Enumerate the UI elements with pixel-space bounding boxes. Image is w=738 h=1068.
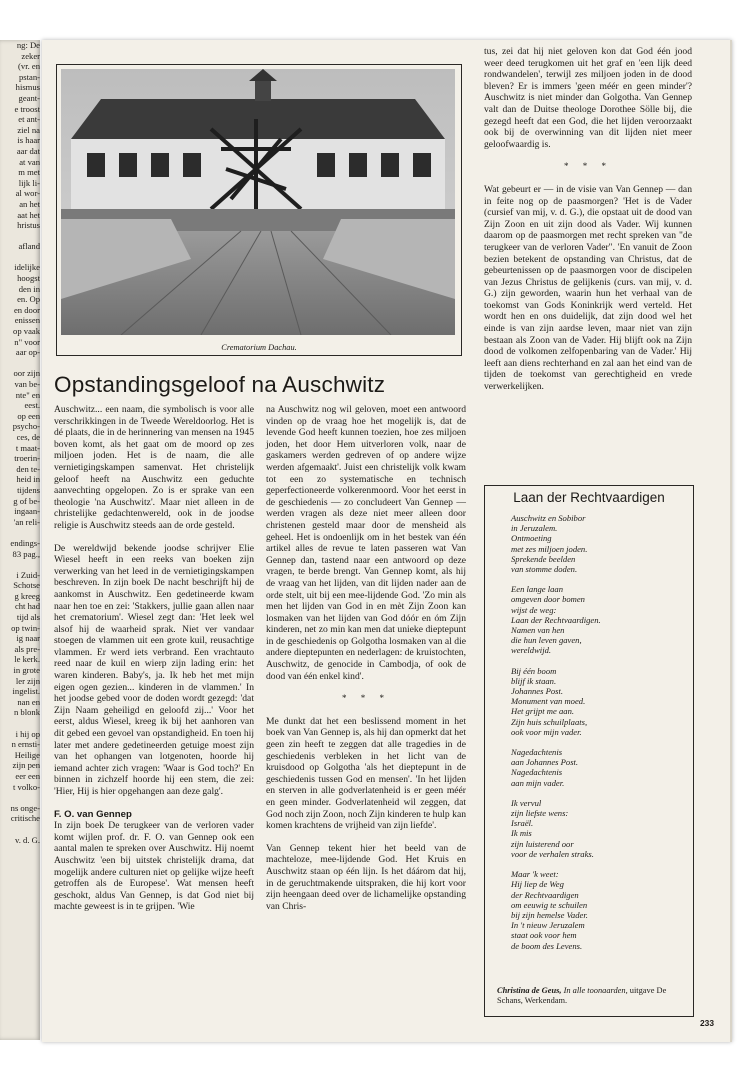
previous-page-line: van be- — [14, 379, 40, 389]
poem-line: Israël. — [511, 818, 534, 829]
poem-line: voor de verhalen straks. — [511, 848, 594, 859]
previous-page-line: e troost — [14, 103, 40, 114]
crematorium-illustration — [61, 69, 455, 335]
previous-page-line: en. Op — [17, 294, 40, 305]
magazine-page — [42, 40, 732, 1042]
poem-credit — [497, 986, 685, 1006]
previous-page-line: at van — [19, 156, 40, 167]
previous-page-line: g kreeg — [14, 590, 40, 601]
previous-page-line: n" voor — [14, 336, 40, 347]
previous-page-line: op vaak — [13, 326, 40, 337]
previous-page-line: aat het — [17, 209, 40, 220]
previous-page-line: aar op- — [15, 347, 40, 358]
paragraph: De wereldwijd bekende joodse schrijver Elie Wiesel heeft in een reeks van boeken zijn verwerking van het leed in de vernietigingskampen beschreven. In zijn boek De nacht beschrijft hij de aankomst in Auschwitz. Een gedetineerde kwam naar hen toe en zei: 'Stakkers, jullie gaan allen naar het crematorium'. Wiesel zegt dan: 'Het leek wel alsof hij de waarheid sprak. Niet ver vandaar stoegen de vlammen uit een grote kuil, reusachtige vlammen. Er werd iets verbrand. Een vrachtauto reed naar de kuil en wierp zijn lading erin: het waren kinderen. Baby's, ja. Ik heb het met mijn eigen ogen gezien... kinderen in de vlammen.' In het joodse gebed voor de doden wordt gezegd: 'dat Zijn Naam geheiligd en geloofd zij...' Voor het eerst, aldus Wiesel, kreeg ik bij het aanhoren van dit gebed een gevoel van opstandigheid. En toen hij later met andere gedetineerden getuige moest zijn van het ophangen van lotgenoten, hoorde hij iemand achter zich vragen: 'Waar is God toch?' En binnen in zichzelf hoorde hij een stem, die zei: 'Hier, Hij is hier opgehangen aan deze galg'. — [54, 542, 254, 797]
poem-line: om eeuwig te schuilen — [511, 899, 588, 910]
previous-page-line: enissen — [14, 315, 40, 326]
poem-line: met zes miljoen joden. — [511, 543, 588, 554]
paragraph: Wat gebeurt er — in de visie van Van Gennep — dan in feite nog op de paasmorgen? 'Het is de Vader (cursief van mij, v. d. G.), die opstaat uit de dood van Zijn Zoon en uit zijn dood als Vader. Wij kunnen daarom op de paasmorgen met recht spreken van "de terugkeer van de verloren Vader". 'En vanuit de Zoon bezien betekent de opstanding van Christus, dat de gebeurtenissen op de paasmorgen voor de discipelen van Jezus Christus de gelijkenis (curs. van mij, v. d. G.) zijn geworden, waarin hun het verhaal van de toekomst van Gods Koninkrijk werd verteld. Het wordt hen en ons duidelijk, dat zijn dood wel het einde is van zijn aardse leven, maar niet van zijn bestaan als Zoon van de Vader. Hij blijft ook na Zijn dood de volkomen zelfopenbaring van de Vader.' Hij leeft aan diens rechterhand en zal aan het eind van de tijden de toekomst van gerechtigheid en vrede verwerkelijken. — [484, 183, 692, 393]
previous-page-edge — [0, 40, 40, 1040]
paragraph: In zijn boek De terugkeer van de verloren vader komt wijlen prof. dr. F. O. van Gennep ook een aantal malen te spreken over Auschwitz. Hij noemt Auschwitz 'een bij uitstek christelijk drama, dat mogelijk andere culturen niet op gelijke wijze heeft getroffen als de Europese'. Wat mensen heeft geschokt, aldus Van Gennep, is dat God niet bij machte geweest is in te grijpen. 'Wie — [54, 820, 254, 913]
previous-page-line: endings- — [10, 537, 40, 548]
previous-page-line: nte" en — [15, 389, 40, 400]
paragraph: Auschwitz... een naam, die symbolisch is voor alle verschrikkingen in de Tweede Wereldoorlog. Het is dé plaats, die in de herinnering van mensen na 1945 boven komt, als het gaat om de moord op zes miljoen joden. Het is de naam, die alle vernietigingskampen samenvat. Het christelijk geloof heeft na Auschwitz een geduchte aanvechting opgelopen. Zo is er sprake van een theologie 'na Auschwitz'. Maar niet alleen in de christelijke gedachtenwereld, ook in de joodse religie is Auschwitz steeds aan de orde gesteld. — [54, 404, 254, 531]
poem-publisher: uitgave De Schans, Werkendam. — [497, 985, 667, 1005]
previous-page-line — [0, 792, 40, 803]
poem-line: zijn liefste wens: — [511, 808, 569, 819]
column-3 — [484, 46, 692, 393]
poem-line: Zijn huis schuilplaats, — [511, 716, 588, 727]
poem-line: In 't nieuw Jeruzalem — [511, 920, 585, 931]
previous-page-line: tijdens — [17, 484, 40, 495]
poem-line: Ik vervul — [511, 797, 542, 808]
poem-line: Een lange laan — [511, 584, 564, 595]
poem-line: zijn luisterend oor — [511, 838, 574, 849]
previous-page-line — [0, 824, 40, 835]
section-divider: * * * — [342, 693, 390, 704]
poem-line: bij zijn hemelse Vader. — [511, 909, 588, 920]
section-subhead: F. O. van Gennep — [54, 808, 132, 820]
poem-line: Johannes Post. — [511, 686, 564, 697]
poem-line: Ik mis — [511, 828, 532, 839]
previous-page-line: cht had — [14, 601, 40, 612]
previous-page-line: op twin- — [11, 622, 40, 633]
poem-line: Laan der Rechtvaardigen. — [511, 614, 601, 625]
previous-page-line: Heilige — [14, 749, 40, 760]
previous-page-line: eer een — [15, 770, 40, 781]
previous-page-line: t volko- — [13, 781, 40, 792]
previous-page-line: i Zuid- — [16, 569, 40, 580]
previous-page-line: nan en — [17, 696, 40, 707]
poem-author: Christina de Geus, — [497, 985, 562, 995]
previous-page-line: pstan- — [18, 71, 40, 82]
previous-page-line: ziel na — [17, 124, 40, 135]
previous-page-line: geant- — [18, 92, 40, 103]
paragraph: na Auschwitz nog wil geloven, moet een antwoord vinden op de vraag hoe het mogelijk is, dat de levende God heeft kunnen toezien, hoe zes miljoen joden, het door Hem uitverloren volk, naar de gaskamers werden gedreven of op andere wijze werden afgemaakt'. Juist een christelijk volk kwam tot een zo systematische en technisch geperfectioneerde volkerenmoord. Voor het eerst in de geschiedenis — zo concludeert Van Gennep — werden vragen als deze niet meer alleen door christenen gesteld maar door de mensheid als geheel. Het is ondoenlijk om in het bestek van één artikel alles de revue te laten passeren wat Van Gennep dan, tastend naar een antwoord op deze vragen, te berde brengt. Van Gennep komt, als hij de vraag van het lijden, van dit lijden nader aan de orde stelt, uit bij een mee-lijdende God. 'Zo min als men het lijden van God in en mèt Zijn Zoon kan losmaken van het lijden van God dóór en óm Zijn kinderen, net zo min kan men dat unieke dieptepunt in de geschiedenis op Golgotha losmaken van al die andere dieptepunten en nederlagen: de kruistochten, Auschwitz, de genocide in Cambodja, of ook de dood van één enkel kind'. — [266, 404, 466, 682]
previous-page-line: m met — [18, 167, 40, 178]
previous-page-line: 83 pag., — [12, 548, 40, 559]
crematorium-photo — [61, 69, 455, 335]
poem-line: Monument van moed. — [511, 696, 586, 707]
previous-page-line: ingaan- — [14, 506, 40, 517]
previous-page-line: Schotse — [13, 580, 40, 591]
previous-page-line: et ant- — [18, 114, 40, 125]
previous-page-line — [0, 231, 40, 242]
poem-line: ook voor mijn vader. — [511, 726, 582, 737]
poem-line: Nagedachtenis — [511, 747, 563, 758]
poem-line: in Jeruzalem. — [511, 523, 558, 534]
poem-line: Namen van hen — [511, 625, 565, 636]
previous-page-line: op een — [17, 410, 40, 421]
poem-body — [511, 513, 693, 951]
previous-page-line — [0, 358, 40, 369]
poem-line: wijst de weg: — [511, 604, 557, 615]
previous-page-line: aar dat — [16, 145, 40, 156]
previous-page-line: in grote — [13, 665, 40, 676]
poem-line: aan Johannes Post. — [511, 757, 579, 768]
previous-page-line: afland — [18, 241, 40, 252]
previous-page-line: an het — [19, 198, 40, 209]
poem-line: omgeven door bomen — [511, 594, 585, 605]
previous-page-line: hristus — [17, 220, 40, 231]
previous-page-line: zeker — [21, 50, 40, 61]
previous-page-line: (vr. en — [18, 61, 40, 72]
previous-page-line: en door — [13, 304, 40, 315]
poem-line: de boom des Levens. — [511, 940, 583, 951]
previous-page-line: v. d. G. — [15, 834, 40, 845]
poem-line: die hun leven gaven, — [511, 635, 582, 646]
poem-line: aan mijn vader. — [511, 777, 565, 788]
paragraph: Van Gennep tekent hier het beeld van de machteloze, mee-lijdende God. Het Kruis en Auschwitz staan op één lijn. Is het dáárom dat hij, in de geruchtmakende uitspraken, die hij kort voor zijn heengaan deed over de lichamelijke opstanding van Chris- — [266, 842, 466, 912]
photo-caption: Crematorium Dachau. — [221, 343, 297, 352]
previous-page-line: als pre- — [14, 643, 40, 654]
previous-page-line: den in — [18, 283, 40, 294]
poem-stanza — [511, 666, 693, 737]
column-1 — [54, 404, 254, 913]
previous-page-line: al wor- — [15, 188, 40, 199]
poem-line: Hij liep de Weg — [511, 879, 564, 890]
poem-stanza — [511, 584, 693, 655]
poem-stanza — [511, 513, 693, 574]
previous-page-line: zijn pen — [12, 760, 40, 771]
previous-page-line: n blonk — [13, 707, 40, 718]
paragraph: Me dunkt dat het een beslissend moment in het boek van Van Gennep is, als hij dan opmerkt dat het geen zin heeft te zeggen dat alle tragedies in de geschiedenis verbleken in het licht van de kruisdood op Golgotha 'als het dieptepunt in de geschiedenis tussen God en mensen'. 'In het lijden en sterven in alle godverlatenheid is er geen méér en geen minder. Godverlatenheid wil zeggen, dat God noch zijn Zoon, noch Zijn kinderen te hulp kan komen krachtens de vrijheid van zijn liefde'. — [266, 715, 466, 832]
poem-line: Maar 'k weet: — [511, 869, 559, 880]
poem-line: Auschwitz en Sobibor — [511, 513, 586, 523]
previous-page-line: psycho- — [12, 421, 40, 432]
previous-page-line: 'an reli- — [13, 516, 40, 527]
previous-page-line: critische — [10, 813, 40, 824]
previous-page-line: is haar — [17, 135, 40, 146]
page-number: 233 — [700, 1018, 714, 1028]
previous-page-line: tijd als — [16, 612, 40, 623]
previous-page-line: ng: De — [16, 40, 40, 50]
previous-page-line: ces, de — [16, 431, 40, 442]
poem-line: der Rechtvaardigen — [511, 889, 579, 900]
previous-page-line: hoogst — [17, 273, 40, 284]
poem-line: wereldwijd. — [511, 645, 552, 656]
previous-page-line: n ernsti- — [11, 739, 40, 750]
previous-page-line — [0, 559, 40, 570]
previous-page-line: g of be- — [13, 495, 40, 506]
previous-page-line: hismus — [15, 82, 40, 93]
previous-page-line: ig naar — [16, 633, 40, 644]
previous-page-line: ingelist. — [12, 686, 40, 697]
poem-stanza — [511, 869, 693, 951]
previous-page-line: troerin- — [14, 453, 40, 464]
previous-page-line: le kerk. — [14, 654, 40, 665]
article-headline: Opstandingsgeloof na Auschwitz — [54, 372, 386, 397]
poem-stanza — [511, 747, 693, 788]
previous-page-line: den te- — [16, 463, 40, 474]
poem-source: In alle toonaarden, — [563, 985, 628, 995]
photo-frame — [56, 64, 462, 356]
previous-page-line: t maat- — [15, 442, 40, 453]
paragraph: tus, zei dat hij niet geloven kon dat God één jood weer deed terugkomen uit het graf en 'een lijk deed rondwandelen', terwijl zes miljoen joden in de dood bleven? Er is immers 'geen méér en geen minder'? Auschwitz is niet minder dan Golgotha. Van Gennep valt dan de Duitse theologe Dorothee Sölle bij, die gezegd heeft dat een God, die het lijden veroorzaakt ook bij de overwinning van dit lijden niet meer geloofwaardig is. — [484, 46, 692, 150]
previous-page-line: heid in — [16, 474, 40, 485]
poem-line: Sprekende beelden — [511, 553, 576, 564]
previous-page-line — [0, 718, 40, 729]
section-divider: * * * — [564, 161, 612, 172]
previous-page-line: oor zijn — [13, 368, 40, 379]
poem-line: staat ook voor hem — [511, 930, 577, 941]
previous-page-line — [0, 252, 40, 263]
poem-line: Het grijpt me aan. — [511, 706, 575, 717]
poem-title: Laan der Rechtvaardigen — [513, 490, 665, 505]
previous-page-line: ler zijn — [15, 675, 40, 686]
previous-page-line: lijk li- — [18, 177, 40, 188]
previous-page-line — [0, 527, 40, 538]
poem-line: blijf ik staan. — [511, 675, 557, 686]
poem-stanza — [511, 798, 693, 859]
previous-page-line: i hij op — [15, 728, 40, 739]
poem-box — [484, 485, 694, 1017]
poem-line: Ontmoeting — [511, 533, 552, 544]
poem-line: Bij één boom — [511, 665, 557, 676]
previous-page-line: idelijke — [14, 262, 40, 273]
previous-page-line: eest. — [24, 400, 40, 411]
poem-line: Nagedachtenis — [511, 767, 563, 778]
previous-page-line: ns onge- — [10, 802, 40, 813]
poem-line: van stomme doden. — [511, 564, 578, 575]
column-2 — [266, 404, 466, 912]
